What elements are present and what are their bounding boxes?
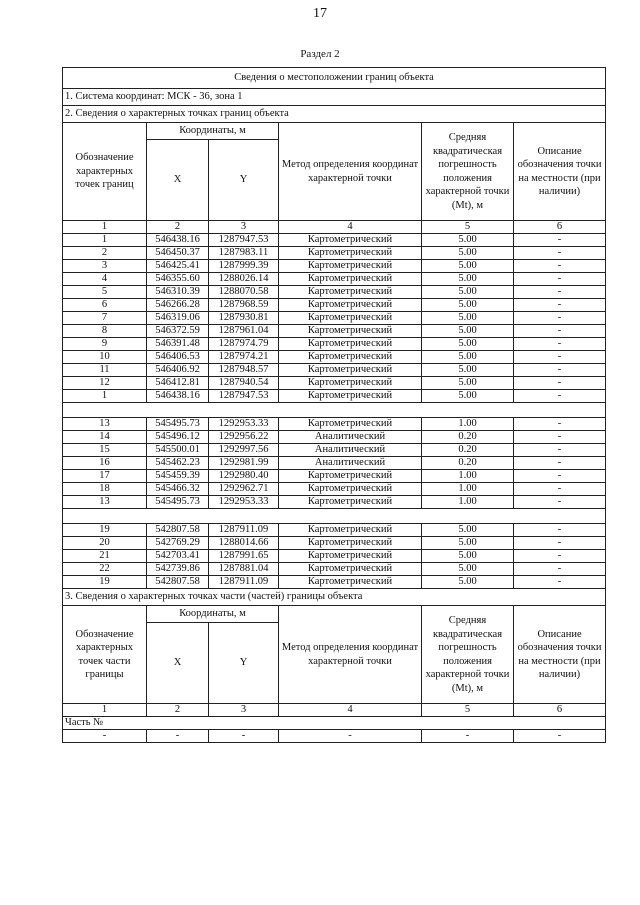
header3-y: Y <box>209 623 279 704</box>
part-cell: - <box>514 730 606 743</box>
description: - <box>514 563 606 576</box>
coord-y: 1287881.04 <box>209 563 279 576</box>
point-number: 7 <box>63 312 147 325</box>
method: Картометрический <box>279 260 422 273</box>
coord-x: 546406.53 <box>147 351 209 364</box>
description: - <box>514 364 606 377</box>
point-number: 14 <box>63 431 147 444</box>
description: - <box>514 351 606 364</box>
error: 1.00 <box>422 470 514 483</box>
method: Картометрический <box>279 576 422 589</box>
part-cell: - <box>63 730 147 743</box>
description: - <box>514 325 606 338</box>
description: - <box>514 444 606 457</box>
section2-title: 2. Сведения о характерных точках границ объекта <box>63 106 606 123</box>
header3-x: X <box>147 623 209 704</box>
description: - <box>514 550 606 563</box>
point-number: 16 <box>63 457 147 470</box>
header-point-label: Обозначение характерных точек границ <box>63 123 147 221</box>
table-row <box>63 563 606 576</box>
error: 5.00 <box>422 351 514 364</box>
coord-x: 546372.59 <box>147 325 209 338</box>
point-number: 6 <box>63 299 147 312</box>
description: - <box>514 286 606 299</box>
coord-y: 1287999.39 <box>209 260 279 273</box>
point-number: 22 <box>63 563 147 576</box>
coord-x: 545500.01 <box>147 444 209 457</box>
table-row <box>63 418 606 431</box>
description: - <box>514 299 606 312</box>
table-row <box>63 312 606 325</box>
point-number: 12 <box>63 377 147 390</box>
header-method: Метод определения координат характерной точки <box>279 123 422 221</box>
coord-y: 1287947.53 <box>209 390 279 403</box>
table-row <box>63 377 606 390</box>
method: Картометрический <box>279 273 422 286</box>
point-number: 1 <box>63 234 147 247</box>
section2-title-row <box>63 106 606 123</box>
table-row <box>63 483 606 496</box>
coord-x: 546450.37 <box>147 247 209 260</box>
table-row <box>63 550 606 563</box>
coord-y: 1287983.11 <box>209 247 279 260</box>
description: - <box>514 418 606 431</box>
point-number: 13 <box>63 496 147 509</box>
coord-y: 1287974.21 <box>209 351 279 364</box>
coord-x: 546310.39 <box>147 286 209 299</box>
point-number: 4 <box>63 273 147 286</box>
method: Картометрический <box>279 377 422 390</box>
description: - <box>514 377 606 390</box>
method: Картометрический <box>279 483 422 496</box>
table-row <box>63 325 606 338</box>
coord-y: 1292956.22 <box>209 431 279 444</box>
column-number: 2 <box>147 221 209 234</box>
error: 5.00 <box>422 364 514 377</box>
coord-x: 542807.58 <box>147 576 209 589</box>
description: - <box>514 390 606 403</box>
group-separator <box>63 403 606 418</box>
column-number: 4 <box>279 704 422 717</box>
header3-point-label: Обозначение характерных точек части границы <box>63 606 147 704</box>
coord-y: 1287930.81 <box>209 312 279 325</box>
coord-x: 546319.06 <box>147 312 209 325</box>
boundary-table-body <box>63 68 606 743</box>
coord-y: 1292981.99 <box>209 457 279 470</box>
table-row <box>63 524 606 537</box>
description: - <box>514 247 606 260</box>
description: - <box>514 457 606 470</box>
description: - <box>514 312 606 325</box>
coord-x: 546355.60 <box>147 273 209 286</box>
method: Картометрический <box>279 234 422 247</box>
description: - <box>514 470 606 483</box>
table-row <box>63 444 606 457</box>
point-number: 17 <box>63 470 147 483</box>
coord-y: 1287948.57 <box>209 364 279 377</box>
point-number: 19 <box>63 576 147 589</box>
section3-title-row <box>63 589 606 606</box>
method: Картометрический <box>279 524 422 537</box>
group-separator <box>63 509 606 524</box>
coord-x: 546425.41 <box>147 260 209 273</box>
coord-x: 542739.86 <box>147 563 209 576</box>
description: - <box>514 431 606 444</box>
coord-x: 545462.23 <box>147 457 209 470</box>
error: 5.00 <box>422 260 514 273</box>
column-number: 2 <box>147 704 209 717</box>
error: 5.00 <box>422 273 514 286</box>
method: Аналитический <box>279 444 422 457</box>
coord-x: 546438.16 <box>147 390 209 403</box>
method: Картометрический <box>279 364 422 377</box>
error: 5.00 <box>422 524 514 537</box>
error: 5.00 <box>422 377 514 390</box>
error: 5.00 <box>422 286 514 299</box>
table-row <box>63 260 606 273</box>
coord-y: 1288026.14 <box>209 273 279 286</box>
coord-x: 546391.48 <box>147 338 209 351</box>
error: 0.20 <box>422 431 514 444</box>
description: - <box>514 496 606 509</box>
header-coords: Координаты, м <box>147 123 279 140</box>
coord-x: 545459.39 <box>147 470 209 483</box>
coord-system: 1. Система координат: МСК - 36, зона 1 <box>63 89 606 106</box>
section3-title: 3. Сведения о характерных точках части (частей) границы объекта <box>63 589 606 606</box>
method: Картометрический <box>279 338 422 351</box>
column-number-row <box>63 221 606 234</box>
point-number: 8 <box>63 325 147 338</box>
column-number: 3 <box>209 221 279 234</box>
table-row <box>63 390 606 403</box>
coord-x: 546266.28 <box>147 299 209 312</box>
coord-y: 1288070.58 <box>209 286 279 299</box>
table-title-row <box>63 68 606 89</box>
table-row <box>63 470 606 483</box>
column-number-row-3 <box>63 704 606 717</box>
method: Картометрический <box>279 537 422 550</box>
description: - <box>514 260 606 273</box>
point-number: 5 <box>63 286 147 299</box>
point-number: 10 <box>63 351 147 364</box>
part-cell: - <box>279 730 422 743</box>
description: - <box>514 537 606 550</box>
error: 5.00 <box>422 576 514 589</box>
method: Картометрический <box>279 325 422 338</box>
column-number: 3 <box>209 704 279 717</box>
description: - <box>514 483 606 496</box>
table-row <box>63 286 606 299</box>
error: 1.00 <box>422 496 514 509</box>
point-number: 18 <box>63 483 147 496</box>
method: Картометрический <box>279 550 422 563</box>
table-title: Сведения о местоположении границ объекта <box>63 68 606 89</box>
method: Аналитический <box>279 431 422 444</box>
column-number: 6 <box>514 704 606 717</box>
coord-y: 1287961.04 <box>209 325 279 338</box>
description: - <box>514 273 606 286</box>
table-row <box>63 273 606 286</box>
column-number: 1 <box>63 221 147 234</box>
error: 5.00 <box>422 325 514 338</box>
description: - <box>514 338 606 351</box>
point-number: 13 <box>63 418 147 431</box>
point-number: 15 <box>63 444 147 457</box>
method: Картометрический <box>279 563 422 576</box>
method: Картометрический <box>279 286 422 299</box>
error: 0.20 <box>422 444 514 457</box>
part-cell: - <box>147 730 209 743</box>
coord-y: 1288014.66 <box>209 537 279 550</box>
description: - <box>514 234 606 247</box>
column-number: 5 <box>422 704 514 717</box>
method: Картометрический <box>279 247 422 260</box>
description: - <box>514 524 606 537</box>
coord-y: 1287940.54 <box>209 377 279 390</box>
coord-x: 542703.41 <box>147 550 209 563</box>
header3-method: Метод определения координат характерной точки <box>279 606 422 704</box>
boundary-table <box>62 67 606 743</box>
coord-y: 1287911.09 <box>209 524 279 537</box>
coord-x: 545495.73 <box>147 496 209 509</box>
coord-y: 1292953.33 <box>209 496 279 509</box>
point-number: 20 <box>63 537 147 550</box>
table-row <box>63 247 606 260</box>
part-label: Часть № <box>63 717 606 730</box>
error: 5.00 <box>422 299 514 312</box>
error: 1.00 <box>422 418 514 431</box>
coord-x: 545495.73 <box>147 418 209 431</box>
table-row <box>63 299 606 312</box>
table-row <box>63 338 606 351</box>
coord-y: 1292997.56 <box>209 444 279 457</box>
error: 0.20 <box>422 457 514 470</box>
table-row <box>63 496 606 509</box>
point-number: 2 <box>63 247 147 260</box>
description: - <box>514 576 606 589</box>
group-separator-cell <box>63 403 606 418</box>
section-label: Раздел 2 <box>300 48 340 60</box>
error: 5.00 <box>422 390 514 403</box>
point-number: 9 <box>63 338 147 351</box>
method: Картометрический <box>279 496 422 509</box>
coord-x: 545466.32 <box>147 483 209 496</box>
coord-y: 1287991.65 <box>209 550 279 563</box>
method: Картометрический <box>279 299 422 312</box>
coord-y: 1287911.09 <box>209 576 279 589</box>
header-description: Описание обозначения точки на местности (при наличии) <box>514 123 606 221</box>
table-row <box>63 576 606 589</box>
header-y: Y <box>209 140 279 221</box>
header3-error: Средняя квадратическая погрешность положения характерной точки (Mt), м <box>422 606 514 704</box>
column-number: 5 <box>422 221 514 234</box>
error: 5.00 <box>422 537 514 550</box>
coord-x: 545496.12 <box>147 431 209 444</box>
coord-y: 1287947.53 <box>209 234 279 247</box>
error: 5.00 <box>422 550 514 563</box>
part-row <box>63 730 606 743</box>
method: Картометрический <box>279 418 422 431</box>
point-number: 11 <box>63 364 147 377</box>
coord-y: 1287968.59 <box>209 299 279 312</box>
method: Картометрический <box>279 351 422 364</box>
header3-row-a <box>63 606 606 623</box>
error: 5.00 <box>422 234 514 247</box>
column-number: 1 <box>63 704 147 717</box>
error: 5.00 <box>422 563 514 576</box>
part-label-row <box>63 717 606 730</box>
point-number: 3 <box>63 260 147 273</box>
method: Картометрический <box>279 312 422 325</box>
header-x: X <box>147 140 209 221</box>
coord-y: 1292953.33 <box>209 418 279 431</box>
error: 5.00 <box>422 338 514 351</box>
error: 5.00 <box>422 312 514 325</box>
coord-system-row <box>63 89 606 106</box>
error: 5.00 <box>422 247 514 260</box>
table-row <box>63 351 606 364</box>
coord-x: 546438.16 <box>147 234 209 247</box>
header-row-a <box>63 123 606 140</box>
table-row <box>63 537 606 550</box>
column-number: 6 <box>514 221 606 234</box>
header3-coords: Координаты, м <box>147 606 279 623</box>
table-row <box>63 234 606 247</box>
point-number: 1 <box>63 390 147 403</box>
coord-y: 1292980.40 <box>209 470 279 483</box>
method: Аналитический <box>279 457 422 470</box>
table-row <box>63 364 606 377</box>
error: 1.00 <box>422 483 514 496</box>
page-number: 17 <box>313 6 327 21</box>
table-row <box>63 431 606 444</box>
coord-x: 542807.58 <box>147 524 209 537</box>
point-number: 21 <box>63 550 147 563</box>
method: Картометрический <box>279 470 422 483</box>
point-number: 19 <box>63 524 147 537</box>
part-cell: - <box>422 730 514 743</box>
coord-y: 1292962.71 <box>209 483 279 496</box>
part-cell: - <box>209 730 279 743</box>
coord-x: 546412.81 <box>147 377 209 390</box>
group-separator-cell <box>63 509 606 524</box>
coord-y: 1287974.79 <box>209 338 279 351</box>
header-error: Средняя квадратическая погрешность положения характерной точки (Mt), м <box>422 123 514 221</box>
coord-x: 542769.29 <box>147 537 209 550</box>
coord-x: 546406.92 <box>147 364 209 377</box>
column-number: 4 <box>279 221 422 234</box>
header3-description: Описание обозначения точки на местности (при наличии) <box>514 606 606 704</box>
table-row <box>63 457 606 470</box>
method: Картометрический <box>279 390 422 403</box>
